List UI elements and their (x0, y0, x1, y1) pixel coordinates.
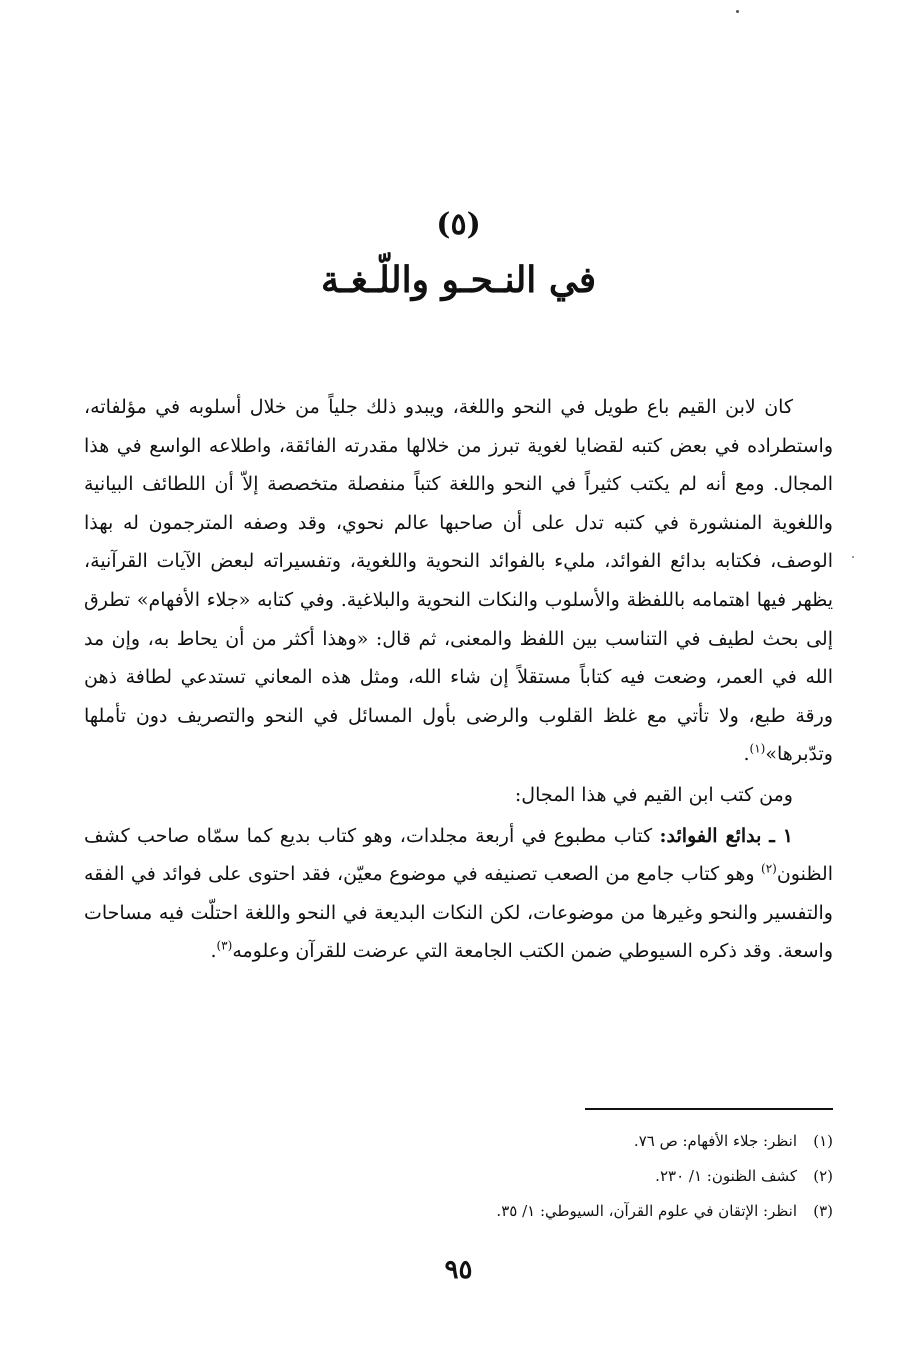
footnote-number: (٣) (813, 1202, 833, 1220)
paragraph-intro-tail: . (743, 743, 750, 766)
footnote-divider (585, 1108, 833, 1110)
footnote-number: (٢) (813, 1167, 833, 1185)
paragraph-badai-text-a: كتاب مطبوع في أربعة مجلدات، وهو كتاب بديع كما سمّاه صاحب كشف الظنون (84, 824, 833, 886)
paragraph-badai-text-b: وهو كتاب جامع من الصعب تصنيفه في موضوع معيّن، فقد احتوى على فوائد في الفقه والتفسير والنحو وغيرها من موضوعات، لكن النكات البديعة في النحو واللغة احتلّت فيه مساحات واسعة. وقد ذكره السيوطي ضمن الكتب الجامعة التي عرضت للقرآن وعلومه (84, 863, 833, 963)
page-number: ٩٥ (444, 1255, 473, 1285)
chapter-title: في النـحـو واللّـغـة (320, 259, 597, 301)
paragraph-intro (84, 388, 833, 774)
paragraph-badai-alfawaid (84, 817, 833, 971)
footnote-2 (233, 1159, 833, 1194)
paragraph-badai-tail: . (210, 940, 217, 963)
paragraph-intro-text: كان لابن القيم باع طويل في النحو واللغة، ويبدو ذلك جلياً من خلال أسلوبه في مؤلفاته، واستطراده في بعض كتبه لقضايا لغوية تبرز من خلالها مقدرته الفائقة، واطلاعه الواسع في هذا المجال. ومع أنه لم يكتب كثيراً في النحو واللغة كتباً منفصلة متخصصة إلاّ أن اللطائف البيانية واللغوية المنشورة في كتبه تدل على أن صاحبها عالم نحوي، وقد وصفه المترجمون له بهذا الوصف، فكتابه بدائع الفوائد، مليء بالفوائد النحوية واللغوية، وتفسيراته لبعض الآيات القرآنية، يظهر فيها اهتمامه باللفظة والأسلوب والنكات النحوية والبلاغية. وفي كتابه «جلاء الأفهام» تطرق إلى بحث لطيف في التناسب بين اللفظ والمعنى، ثم قال: «وهذا أكثر من أن يحاط به، وإن مد الله في العمر، وضعت فيه كتاباً مستقلاً إن شاء الله، ومثل هذه المعاني تستدعي لطافة ذهن ورقة طبع، ولا تأتي مع غلظ القلوب والرضى بأول المسائل في النحو والتصريف دون تأملها وتدّبرها» (84, 396, 833, 766)
paragraph-books-lead (84, 776, 833, 815)
footnote-text: انظر: الإتقان في علوم القرآن، السيوطي: ١/ ٣٥. (496, 1202, 797, 1220)
footnotes (233, 1124, 833, 1229)
body-text (84, 388, 833, 971)
chapter-number: (٥) (436, 207, 481, 242)
footnote-ref-2: (٢) (761, 861, 777, 876)
footnote-3 (233, 1194, 833, 1229)
paragraph-books-lead-text: ومن كتب ابن القيم في هذا المجال: (514, 783, 793, 806)
book-term-badai-alfawaid: ١ ـ بدائع الفوائد: (659, 824, 793, 847)
scan-speck-margin (852, 556, 854, 558)
footnote-text: انظر: جلاء الأفهام: ص ٧٦. (633, 1132, 797, 1150)
footnote-text: كشف الظنون: ١/ ٢٣٠. (655, 1167, 797, 1185)
footnote-1 (233, 1124, 833, 1159)
scan-speck (736, 10, 739, 13)
footnote-number: (١) (813, 1132, 833, 1150)
footnote-ref-1: (١) (749, 742, 766, 757)
footnote-ref-3: (٣) (216, 938, 233, 953)
